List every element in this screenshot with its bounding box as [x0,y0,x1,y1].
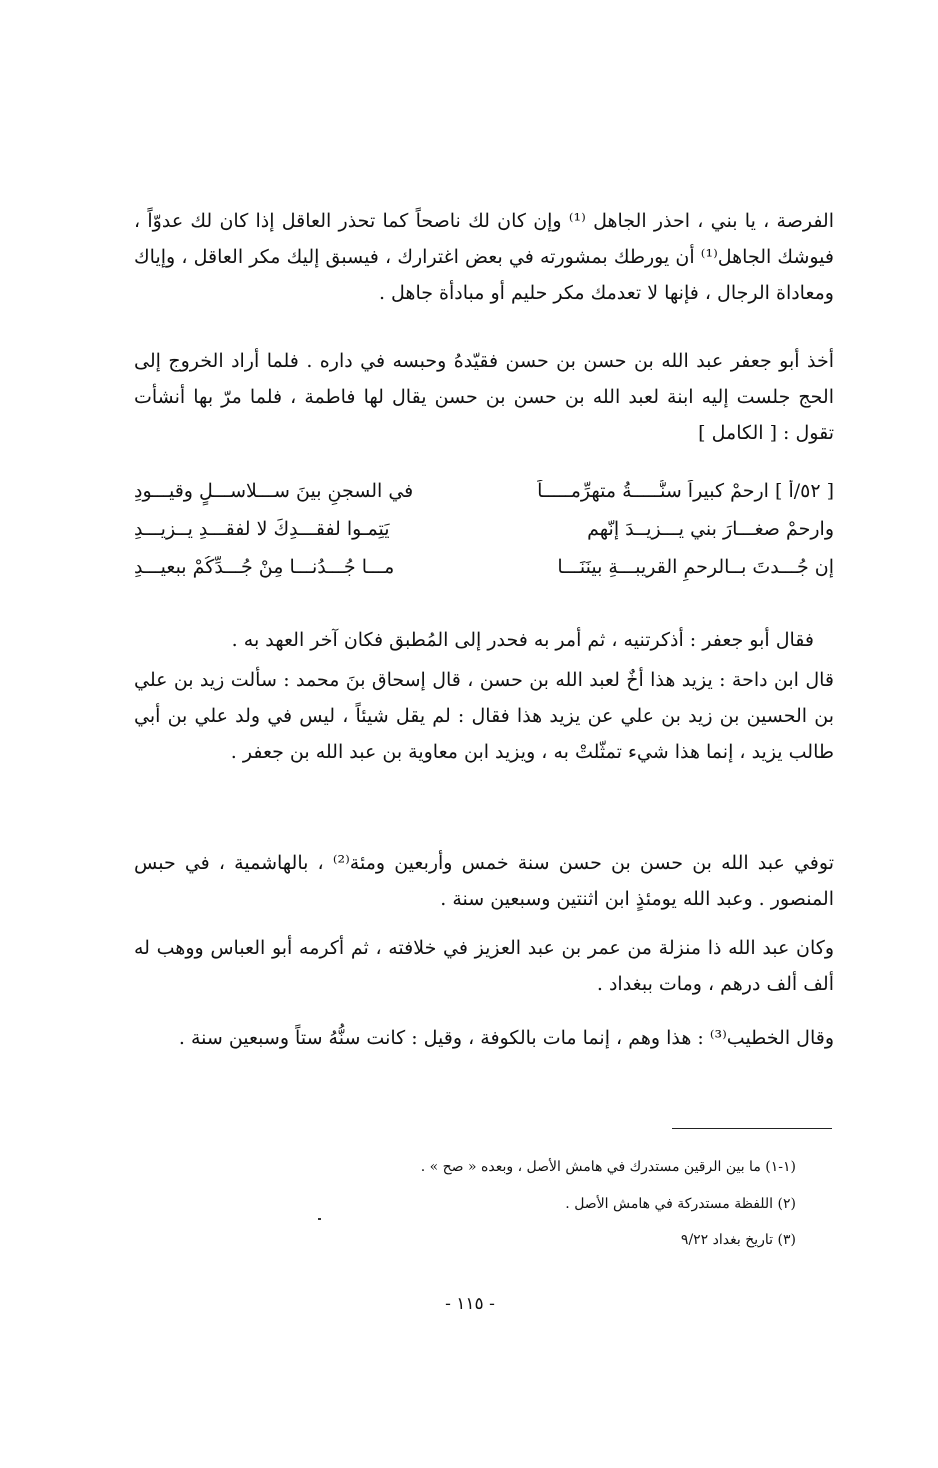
paragraph-3-text: فقال أبو جعفر : أذكرتنيه ، ثم أمر به فحدر إلى المُطبق فكان آخر العهد به . [231,629,814,651]
paragraph-3 [134,622,834,658]
paragraph-2-text: أخذ أبو جعفر عبد الله بن حسن بن حسن فقيّدهُ وحبسه في داره . فلما أراد الخروج إلى الحج جلست إليه ابنة لعبد الله بن حسن بن حسن يقال لها فاطمة ، فلما مرّ بها أنشأت تقول : [ الكامل ] [134,350,834,444]
paragraph-1-text: الفرصة ، يا بني ، احذر الجاهل ⁽¹⁾ وإن كان لك ناصحاً كما تحذر العاقل إذا كان لك عدوّاً ، فيوشك الجاهل⁽¹⁾ أن يورطك بمشورته في بعض اغترارك ، فيسبق إليك مكر العاقل ، وإياك ومعاداة الرجال ، فإنها لا تعدمك مكر حليم أو مبادأة جاهل . [134,210,835,304]
verse-1-second-hemistich: في السجنِ بينَ ســـلاســـلٍ وقيـــودِ [134,480,414,502]
footnote-1: (١-١) ما بين الرقين مستدرك في هامش الأصل ، وبعده « صح » . [420,1159,796,1175]
paragraph-4 [134,662,834,770]
paragraph-6 [134,930,834,1002]
paragraph-5-text: توفي عبد الله بن حسن بن حسن سنة خمس وأربعين ومئة⁽²⁾ ، بالهاشمية ، في حبس المنصور . وعبد الله يومئذٍ ابن اثنتين وسبعين سنة . [134,852,834,910]
paragraph-7 [134,1020,834,1056]
verse-3-first-hemistich: إن جُـــدتَ بــالرحمِ القريبـــةِ بينَنَـــا [557,556,834,578]
poem-verse-3 [134,556,834,594]
paragraph-4-text: قال ابن داحة : يزيد هذا أخٌ لعبد الله بن حسن ، قال إسحاق بنَ محمد : سألت زيد بن علي بن الحسين بن زيد بن علي عن يزيد هذا فقال : لم يقل شيئاً ، ليس في ولد علي بن أبي طالب يزيد ، إنما هذا شيء تمثّلتْ به ، ويزيد ابن معاوية بن عبد الله بن جعفر . [134,669,835,763]
paragraph-1 [134,203,834,311]
footnote-3: (٣) تاريخ بغداد ٩/٢٢ [680,1232,796,1248]
footnote-2: (٢) اللفظة مستدركة في هامش الأصل . [565,1196,796,1212]
verse-2-second-hemistich: يَتِمـوا لفقـــدِكَ لا لفقـــدِ يــزيـــدِ [134,518,390,540]
footnote-separator [672,1128,832,1129]
poem-verse-2 [134,518,834,556]
stray-mark [318,1218,321,1220]
verse-1-first-hemistich: [ ٥٢/أ ] ارحمْ كبيراً سنُّـــــةُ متهرِّمـــــاً [537,480,834,502]
poem [134,480,834,594]
paragraph-2 [134,343,834,451]
paragraph-7-text: وقال الخطيب⁽³⁾ : هذا وهم ، إنما مات بالكوفة ، وقيل : كانت سنُّهُ ستاً وسبعين سنة . [178,1027,834,1049]
verse-2-first-hemistich: وارحمْ صغـــارَ بني يـــزيــدَ إنّهم [587,518,834,540]
page-number: - ١١٥ - [445,1294,495,1314]
verse-3-second-hemistich: مـــا جُـــدُنـــا مِنْ جُـــدِّكُمْ ببعيـــدِ [134,556,395,578]
poem-verse-1 [134,480,834,518]
paragraph-5 [134,845,834,917]
paragraph-6-text: وكان عبد الله ذا منزلة من عمر بن عبد العزيز في خلافته ، ثم أكرمه أبو العباس ووهب له ألف ألف درهم ، ومات ببغداد . [134,937,834,995]
